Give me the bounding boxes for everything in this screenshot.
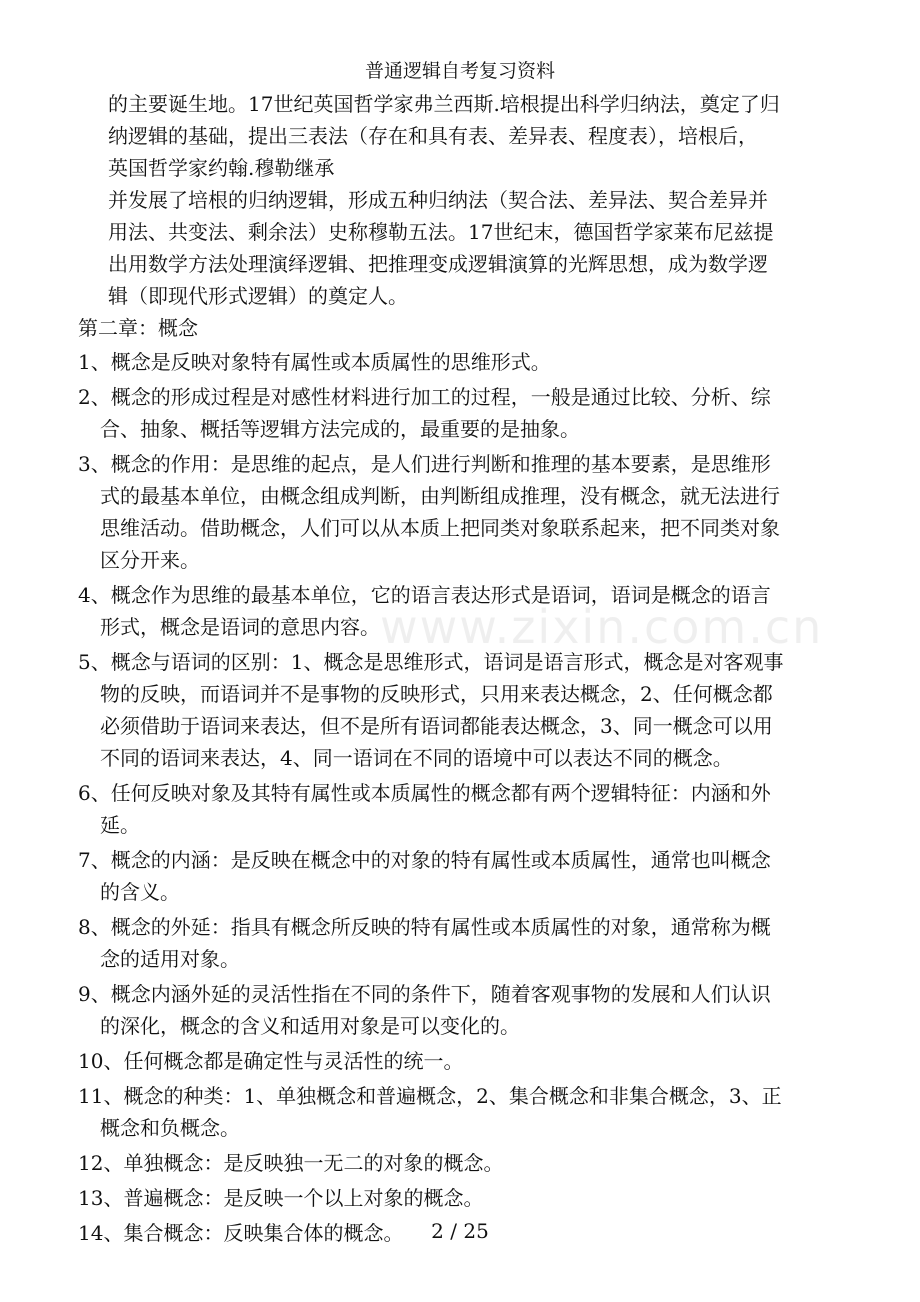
- list-item: 2、概念的形成过程是对感性材料进行加工的过程，一般是通过比较、分析、综 合、抽象、概括等逻辑方法完成的，最重要的是抽象。: [78, 385, 771, 441]
- list-item: 1、概念是反映对象特有属性或本质属性的思维形式。: [78, 350, 551, 374]
- list-item: 12、单独概念：是反映独一无二的对象的概念。: [78, 1151, 504, 1175]
- intro-paragraph-1: 的主要诞生地。17世纪英国哲学家弗兰西斯.培根提出科学归纳法，奠定了归 纳逻辑的基础，提出三表法（存在和具有表、差异表、程度表），培根后， 英国哲学家约翰.穆勒继承: [108, 92, 780, 180]
- list-item: 7、概念的内涵：是反映在概念中的对象的特有属性或本质属性，通常也叫概念 的含义。: [78, 848, 771, 904]
- list-item: 10、任何概念都是确定性与灵活性的统一。: [78, 1049, 464, 1073]
- list-item: 5、概念与语词的区别：1、概念是思维形式，语词是语言形式，概念是对客观事 物的反映，而语词并不是事物的反映形式，只用来表达概念，2、任何概念都 必须借助于语词来表达，但不是所有语词都能表达概念，3、同一概念可以用 不同的语词来表达，4、同一语词在不同的语境中可以表达不同的概念。: [78, 650, 784, 770]
- list-item: 3、概念的作用：是思维的起点，是人们进行判断和推理的基本要素，是思维形 式的最基本单位，由概念组成判断，由判断组成推理，没有概念，就无法进行 思维活动。借助概念，人们可以从本质上把同类对象联系起来，把不同类对象 区分开来。: [78, 452, 780, 572]
- list-item: 14、集合概念：反映集合体的概念。: [78, 1221, 404, 1245]
- list-item: 6、任何反映对象及其特有属性或本质属性的概念都有两个逻辑特征：内涵和外 延。: [78, 781, 771, 837]
- intro-paragraph-2: 并发展了培根的归纳逻辑，形成五种归纳法（契合法、差异法、契合差异并 用法、共变法、剩余法）史称穆勒五法。17世纪末，德国哲学家莱布尼兹提 出用数学方法处理演绎逻辑、把推理变成逻辑演算的光辉思想，成为数学逻 辑（即现代形式逻辑）的奠定人。: [108, 188, 774, 308]
- document-body: [78, 88, 842, 1252]
- page-header-title: 普通逻辑自考复习资料: [364, 60, 555, 82]
- list-item: 8、概念的外延：指具有概念所反映的特有属性或本质属性的对象，通常称为概 念的适用对象。: [78, 915, 771, 971]
- list-item: 9、概念内涵外延的灵活性指在不同的条件下，随着客观事物的发展和人们认识 的深化，概念的含义和适用对象是可以变化的。: [78, 982, 771, 1038]
- list-item: 11、概念的种类：1、单独概念和普遍概念，2、集合概念和非集合概念，3、正 概念和负概念。: [78, 1084, 782, 1140]
- watermark: www.zixin.com.cn: [380, 600, 824, 654]
- list-item: 4、概念作为思维的最基本单位，它的语言表达形式是语词，语词是概念的语言 形式，概念是语词的意思内容。: [78, 583, 771, 639]
- page-number: 2 / 25: [431, 1219, 489, 1243]
- list-item: 13、普遍概念：是反映一个以上对象的概念。: [78, 1186, 484, 1210]
- chapter-heading: 第二章：概念: [78, 316, 198, 340]
